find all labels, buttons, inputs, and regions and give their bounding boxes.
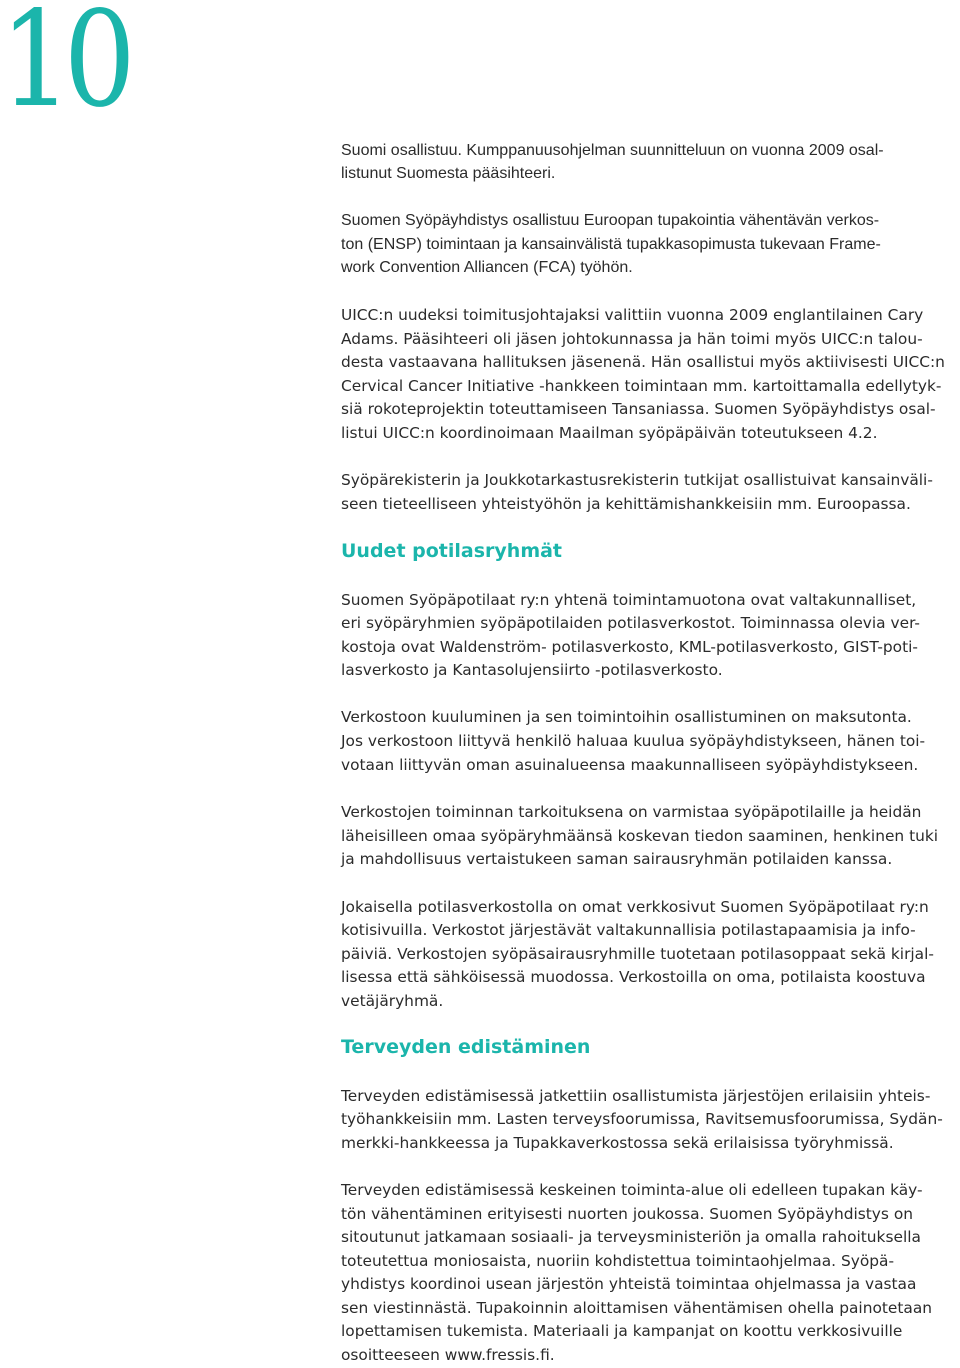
text-line: lopettamisen tukemista. Materiaali ja kampanjat on koottu verkkosivuille: [341, 1322, 903, 1340]
text-line: UICC:n uudeksi toimitusjohtajaksi valittiin vuonna 2009 englantilainen Cary: [341, 306, 924, 324]
text-line: kotisivuilla. Verkostot järjestävät valtakunnallisia potilastapaamisia ja info-: [341, 921, 916, 939]
text-line: työhankkeisiin mm. Lasten terveysfoorumissa, Ravitsemusfoorumissa, Sydän-: [341, 1110, 943, 1128]
text-line: listui UICC:n koordinoimaan Maailman syöpäpäivän toteutukseen 4.2.: [341, 424, 878, 442]
text-line: lisessa että sähköisessä muodossa. Verkostoilla on oma, potilaista koostuva: [341, 968, 926, 986]
text-line: Terveyden edistämisessä jatkettiin osallistumista järjestöjen erilaisiin yhteis-: [341, 1087, 931, 1105]
text-line: work Convention Alliancen (FCA) työhön.: [341, 259, 633, 276]
text-line: sitoutunut jatkamaan sosiaali- ja terveysministeriön ja omalla rahoituksella: [341, 1228, 921, 1246]
text-line: siä rokoteprojektin toteuttamiseen Tansaniassa. Suomen Syöpäyhdistys osal-: [341, 400, 936, 418]
text-line: päiviä. Verkostojen syöpäsairausryhmille tuotetaan potilasoppaat sekä kirjal-: [341, 945, 934, 963]
text-line: Verkostoon kuuluminen ja sen toimintoihin osallistuminen on maksutonta.: [341, 708, 912, 726]
text-line: seen tieteelliseen yhteistyöhön ja kehittämishankkeisiin mm. Euroopassa.: [341, 495, 911, 513]
text-line: vetäjäryhmä.: [341, 992, 444, 1010]
text-line: osoitteeseen www.fressis.fi.: [341, 1346, 555, 1364]
text-line: Verkostojen toiminnan tarkoituksena on varmistaa syöpäpotilaille ja heidän: [341, 803, 922, 821]
text-line: tön vähentäminen erityisesti nuorten joukossa. Suomen Syöpäyhdistys on: [341, 1205, 913, 1223]
text-line: ja mahdollisuus vertaistukeen saman sairausryhmän potilaiden kanssa.: [341, 850, 893, 868]
text-line: Jos verkostoon liittyvä henkilö haluaa kuulua syöpäyhdistykseen, hänen toi-: [341, 732, 926, 750]
text-line: Suomen Syöpäyhdistys osallistuu Euroopan tupakointia vähentävän verkos-: [341, 212, 880, 229]
text-line: Suomi osallistuu. Kumppanuusohjelman suunnitteluun on vuonna 2009 osal-: [341, 142, 884, 159]
page-number: 10: [0, 0, 128, 137]
text-line: desta vastaavana hallituksen jäsenenä. Hän osallistui myös aktiivisesti UICC:n: [341, 353, 945, 371]
text-line: läheisilleen omaa syöpäryhmäänsä koskevan tiedon saaminen, henkinen tuki: [341, 827, 939, 845]
text-line: yhdistys koordinoi usean järjestön yhteistä toimintaa ohjelmassa ja vastaa: [341, 1275, 917, 1293]
text-line: listunut Suomesta pääsihteeri.: [341, 165, 556, 182]
text-line: Adams. Pääsihteeri oli jäsen johtokunnassa ja hän toimi myös UICC:n talou-: [341, 330, 923, 348]
text-line: kostoja ovat Waldenström- potilasverkosto, KML-potilasverkosto, GIST-poti-: [341, 638, 918, 656]
section-heading: Uudet potilasryhmät: [341, 540, 563, 562]
text-line: Terveyden edistämisessä keskeinen toiminta-alue oli edelleen tupakan käy-: [341, 1181, 923, 1199]
text-line: sen viestinnästä. Tupakoinnin aloittamisen vähentämisen ohella painotetaan: [341, 1299, 933, 1317]
section-heading: Terveyden edistäminen: [341, 1036, 591, 1058]
text-line: eri syöpäryhmien syöpäpotilaiden potilasverkostot. Toiminnassa olevia ver-: [341, 614, 920, 632]
text-line: Cervical Cancer Initiative -hankkeen toimintaan mm. kartoittamalla edellytyk-: [341, 377, 942, 395]
text-line: Jokaisella potilasverkostolla on omat verkkosivut Suomen Syöpäpotilaat ry:n: [341, 898, 929, 916]
text-line: ton (ENSP) toimintaan ja kansainvälistä tupakkasopimusta tukevaan Frame-: [341, 236, 881, 253]
text-line: Suomen Syöpäpotilaat ry:n yhtenä toimintamuotona ovat valtakunnalliset,: [341, 591, 917, 609]
text-line: merkki-hankkeessa ja Tupakkaverkostossa sekä erilaisissa työryhmissä.: [341, 1134, 894, 1152]
text-line: lasverkosto ja Kantasolujensiirto -potilasverkosto.: [341, 661, 723, 679]
text-line: Syöpärekisterin ja Joukkotarkastusrekisterin tutkijat osallistuivat kansainväli-: [341, 471, 933, 489]
text-line: toteutettua moniosaista, nuoriin kohdistettua toimintaohjelmaa. Syöpä-: [341, 1252, 895, 1270]
text-line: votaan liittyvän oman asuinalueensa maakunnalliseen syöpäyhdistykseen.: [341, 756, 919, 774]
